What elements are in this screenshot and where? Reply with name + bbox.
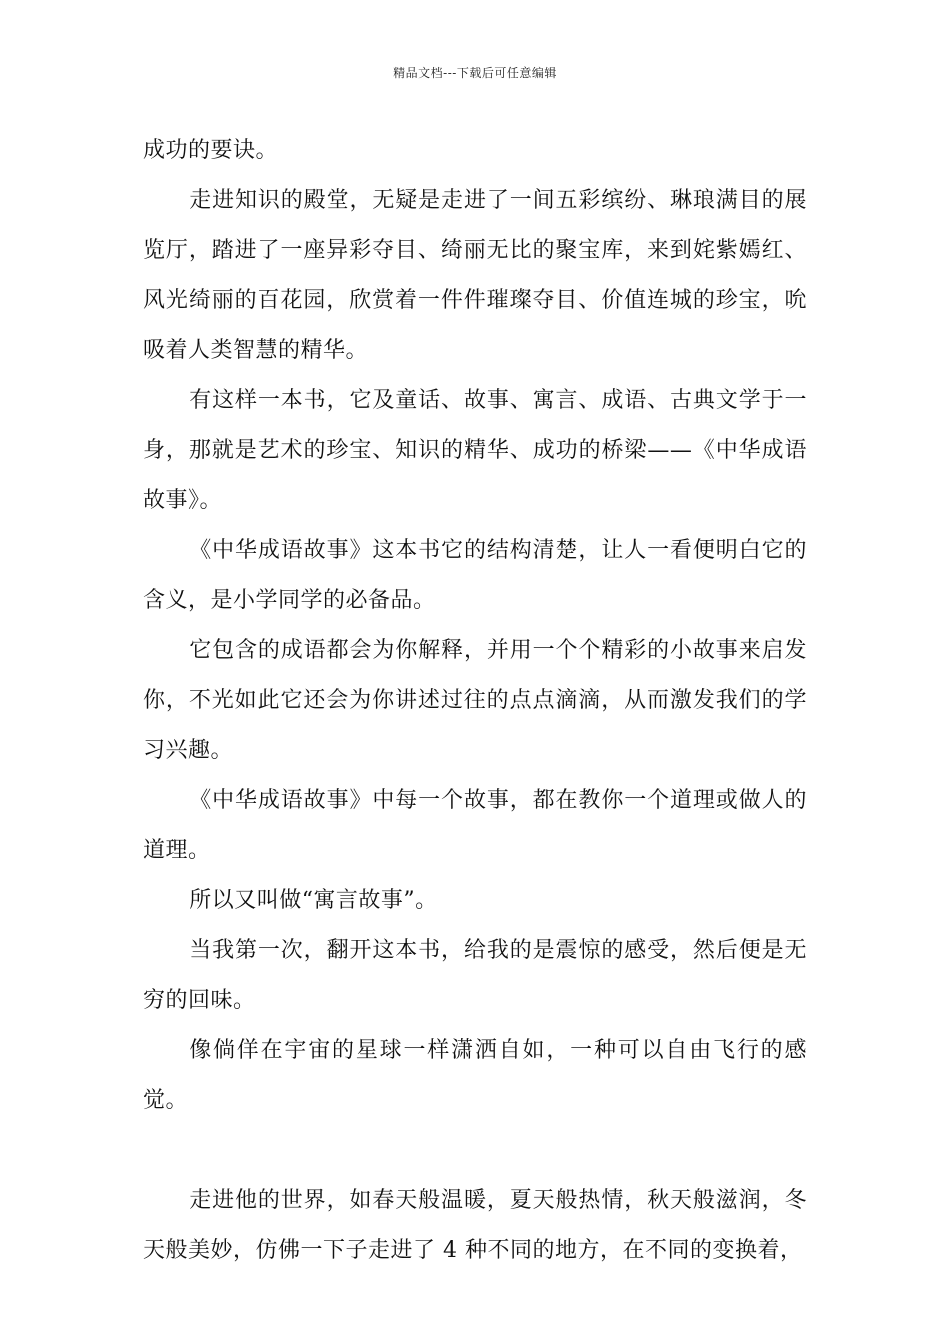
page-header: 精品文档---下载后可任意编辑 [393, 66, 557, 80]
paragraph: 《中华成语故事》中每一个故事，都在教你一个道理或做人的道理。 [143, 788, 807, 863]
paragraph: 走进知识的殿堂，无疑是走进了一间五彩缤纷、琳琅满目的展览厅，踏进了一座异彩夺目、绮丽无比的聚宝库，来到姹紫嫣红、风光绮丽的百花园，欣赏着一件件璀璨夺目、价值连城的珍宝，吮吸着人类智慧的精华。 [143, 188, 807, 363]
paragraph: 像倘佯在宇宙的星球一样潇洒自如，一种可以自由飞行的感觉。 [143, 1038, 807, 1113]
paragraph: 走进他的世界，如春天般温暖，夏天般热情，秋天般滋润，冬天般美妙，仿佛一下子走进了 4 种不同的地方，在不同的变换着， [143, 1188, 807, 1263]
paragraph: 当我第一次，翻开这本书，给我的是震惊的感受，然后便是无穷的回味。 [143, 938, 807, 1013]
paragraph: 《中华成语故事》这本书它的结构清楚，让人一看便明白它的含义，是小学同学的必备品。 [143, 538, 807, 613]
paragraph-spacer [143, 1126, 807, 1176]
paragraph: 有这样一本书，它及童话、故事、寓言、成语、古典文学于一身，那就是艺术的珍宝、知识的精华、成功的桥梁——《中华成语故事》。 [143, 388, 807, 513]
paragraph: 所以又叫做“寓言故事”。 [189, 888, 438, 913]
paragraph: 它包含的成语都会为你解释，并用一个个精彩的小故事来启发你，不光如此它还会为你讲述过往的点点滴滴，从而激发我们的学习兴趣。 [143, 638, 807, 763]
paragraph: 成功的要诀。 [143, 138, 279, 163]
document-body [143, 126, 807, 1276]
